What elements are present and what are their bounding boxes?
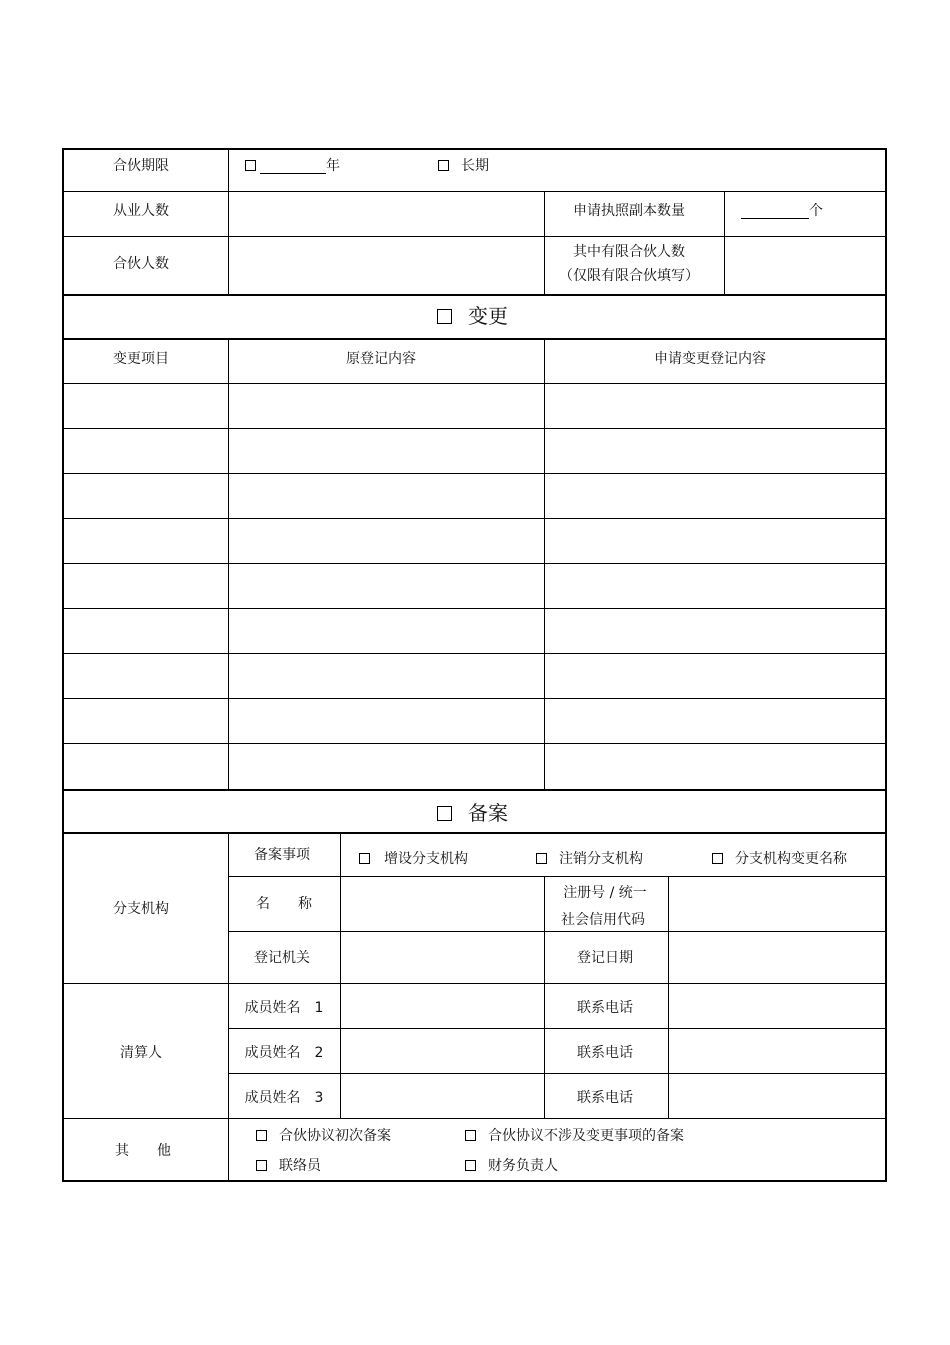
staff-label: 从业人数 [113, 203, 169, 219]
branch-rename-checkbox[interactable] [712, 853, 723, 864]
branch-label: 分支机构 [113, 901, 169, 917]
branch-option-rename[interactable] [712, 851, 847, 867]
member-phone-label-3: 联系电话 [577, 1090, 633, 1106]
row-divider [62, 698, 887, 699]
branch-option-label: 增设分支机构 [384, 851, 468, 867]
other-agreement-checkbox[interactable] [465, 1130, 476, 1141]
branch-option-add[interactable] [359, 851, 468, 867]
row-divider [62, 789, 887, 791]
other-option-label: 合伙协议不涉及变更事项的备案 [488, 1128, 684, 1144]
change-col-original: 原登记内容 [346, 351, 416, 367]
row-divider [62, 428, 887, 429]
term-long-label: 长期 [461, 158, 489, 174]
member-phone-label-1: 联系电话 [577, 1000, 633, 1016]
copies-field[interactable] [741, 204, 809, 219]
col-divider [228, 148, 229, 294]
row-divider [228, 931, 887, 932]
row-divider [228, 1073, 887, 1074]
copies-unit: 个 [809, 203, 823, 219]
filing-title-text: 备案 [468, 801, 508, 825]
term-long-checkbox[interactable] [438, 160, 449, 171]
row-divider [62, 338, 887, 340]
branch-option-label: 分支机构变更名称 [735, 851, 847, 867]
row-divider [62, 518, 887, 519]
other-initial-checkbox[interactable] [256, 1130, 267, 1141]
row-divider [62, 191, 887, 192]
col-divider [544, 876, 545, 1118]
col-divider [544, 191, 545, 294]
term-years-field[interactable] [260, 159, 326, 174]
member-name-label-2: 成员姓名 2 [244, 1045, 324, 1061]
col-divider [340, 832, 341, 1118]
row-divider [62, 1118, 887, 1119]
filing-section-title[interactable] [437, 802, 508, 824]
branch-regno-line2: 社会信用代码 [561, 912, 645, 928]
other-finance-checkbox[interactable] [465, 1160, 476, 1171]
copies-label: 申请执照副本数量 [573, 203, 685, 219]
member-name-label-1: 成员姓名 1 [244, 1000, 324, 1016]
branch-add-checkbox[interactable] [359, 853, 370, 864]
limited-label-line1: 其中有限合伙人数 [573, 244, 685, 260]
other-option-initial[interactable] [256, 1128, 391, 1144]
row-divider [62, 743, 887, 744]
change-col-item: 变更项目 [113, 351, 169, 367]
col-divider [228, 832, 229, 1180]
term-label: 合伙期限 [113, 158, 169, 174]
term-years-option[interactable] [245, 158, 340, 174]
branch-option-label: 注销分支机构 [559, 851, 643, 867]
table-left-border [62, 148, 64, 1182]
row-divider [62, 608, 887, 609]
branch-matter-label: 备案事项 [254, 847, 310, 863]
term-years-checkbox[interactable] [245, 160, 256, 171]
row-divider [228, 1028, 887, 1029]
partners-label: 合伙人数 [113, 256, 169, 272]
row-divider [62, 236, 887, 237]
limited-label-line2: （仅限有限合伙填写） [559, 268, 699, 284]
term-long-option[interactable] [438, 158, 489, 174]
other-liaison-checkbox[interactable] [256, 1160, 267, 1171]
branch-date-label: 登记日期 [577, 950, 633, 966]
other-option-label: 合伙协议初次备案 [279, 1128, 391, 1144]
other-option-agreement[interactable] [465, 1128, 684, 1144]
other-option-label: 财务负责人 [488, 1158, 558, 1174]
filing-checkbox[interactable] [437, 806, 452, 821]
other-option-label: 联络员 [279, 1158, 321, 1174]
copies-field-wrap[interactable] [741, 203, 823, 219]
change-checkbox[interactable] [437, 309, 452, 324]
col-divider [668, 876, 669, 1118]
row-divider [62, 653, 887, 654]
term-year-unit: 年 [326, 158, 340, 174]
table-right-border [885, 148, 887, 1182]
col-divider [228, 338, 229, 789]
row-divider [62, 983, 887, 984]
change-title-text: 变更 [468, 304, 508, 328]
branch-name-label: 名 称 [256, 896, 312, 912]
change-col-new: 申请变更登记内容 [654, 351, 766, 367]
branch-cancel-checkbox[interactable] [536, 853, 547, 864]
row-divider [62, 563, 887, 564]
member-name-label-3: 成员姓名 3 [244, 1090, 324, 1106]
row-divider [62, 294, 887, 296]
liquidator-label: 清算人 [120, 1045, 162, 1061]
row-divider [228, 876, 887, 877]
row-divider [62, 832, 887, 834]
other-label: 其 他 [115, 1143, 171, 1159]
col-divider [724, 191, 725, 294]
row-divider [62, 473, 887, 474]
change-section-title[interactable] [437, 305, 508, 327]
branch-authority-label: 登记机关 [254, 950, 310, 966]
other-option-liaison[interactable] [256, 1158, 321, 1174]
table-bottom-border [62, 1180, 887, 1182]
row-divider [62, 383, 887, 384]
member-phone-label-2: 联系电话 [577, 1045, 633, 1061]
branch-regno-line1: 注册号 / 统一 [563, 885, 647, 901]
branch-option-cancel[interactable] [536, 851, 643, 867]
col-divider [544, 338, 545, 789]
other-option-finance[interactable] [465, 1158, 558, 1174]
table-top-border [62, 148, 887, 150]
